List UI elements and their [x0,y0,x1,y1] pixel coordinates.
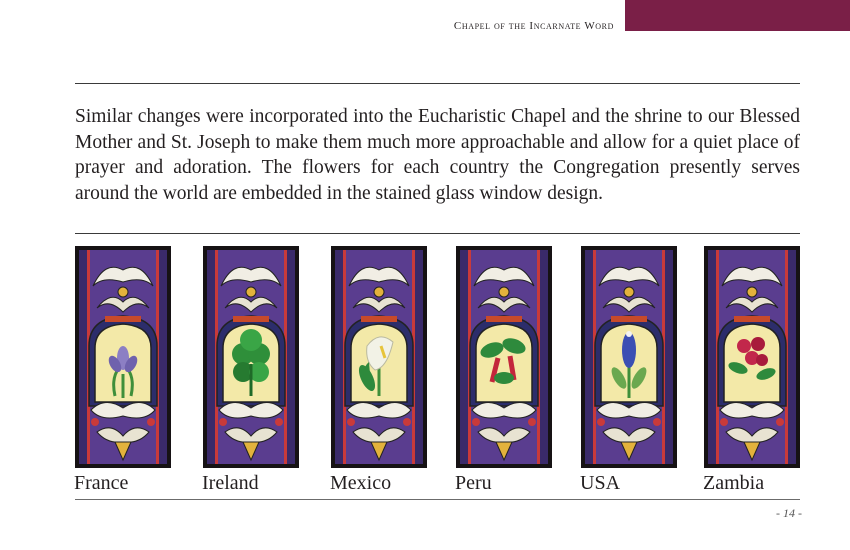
window-caption-france: France [74,472,129,494]
stained-glass-window-ireland [203,246,299,468]
stained-glass-window-peru [456,246,552,468]
header-accent-bar [625,0,850,31]
running-header-title: Chapel of the Incarnate Word [453,20,614,32]
stained-glass-window-usa [581,246,677,468]
top-divider [75,83,800,84]
bottom-divider [75,499,800,500]
window-caption-mexico: Mexico [330,472,392,494]
window-caption-ireland: Ireland [202,472,259,494]
stained-glass-window-france [75,246,171,468]
window-caption-usa: USA [580,472,621,494]
window-caption-peru: Peru [455,472,492,494]
page-number: - 14 - [776,506,802,520]
body-paragraph: Similar changes were incorporated into the Eucharistic Chapel and the shrine to our Blessed Mother and St. Joseph to make them much more approachable and allow for a quiet place of prayer and adoration. The flowers for each country the Congregation presently serves around the world are embedded in the stained glass window design. [75,106,800,204]
middle-divider [75,233,800,234]
stained-glass-window-mexico [331,246,427,468]
stained-glass-window-zambia [704,246,800,468]
window-caption-zambia: Zambia [703,472,765,494]
